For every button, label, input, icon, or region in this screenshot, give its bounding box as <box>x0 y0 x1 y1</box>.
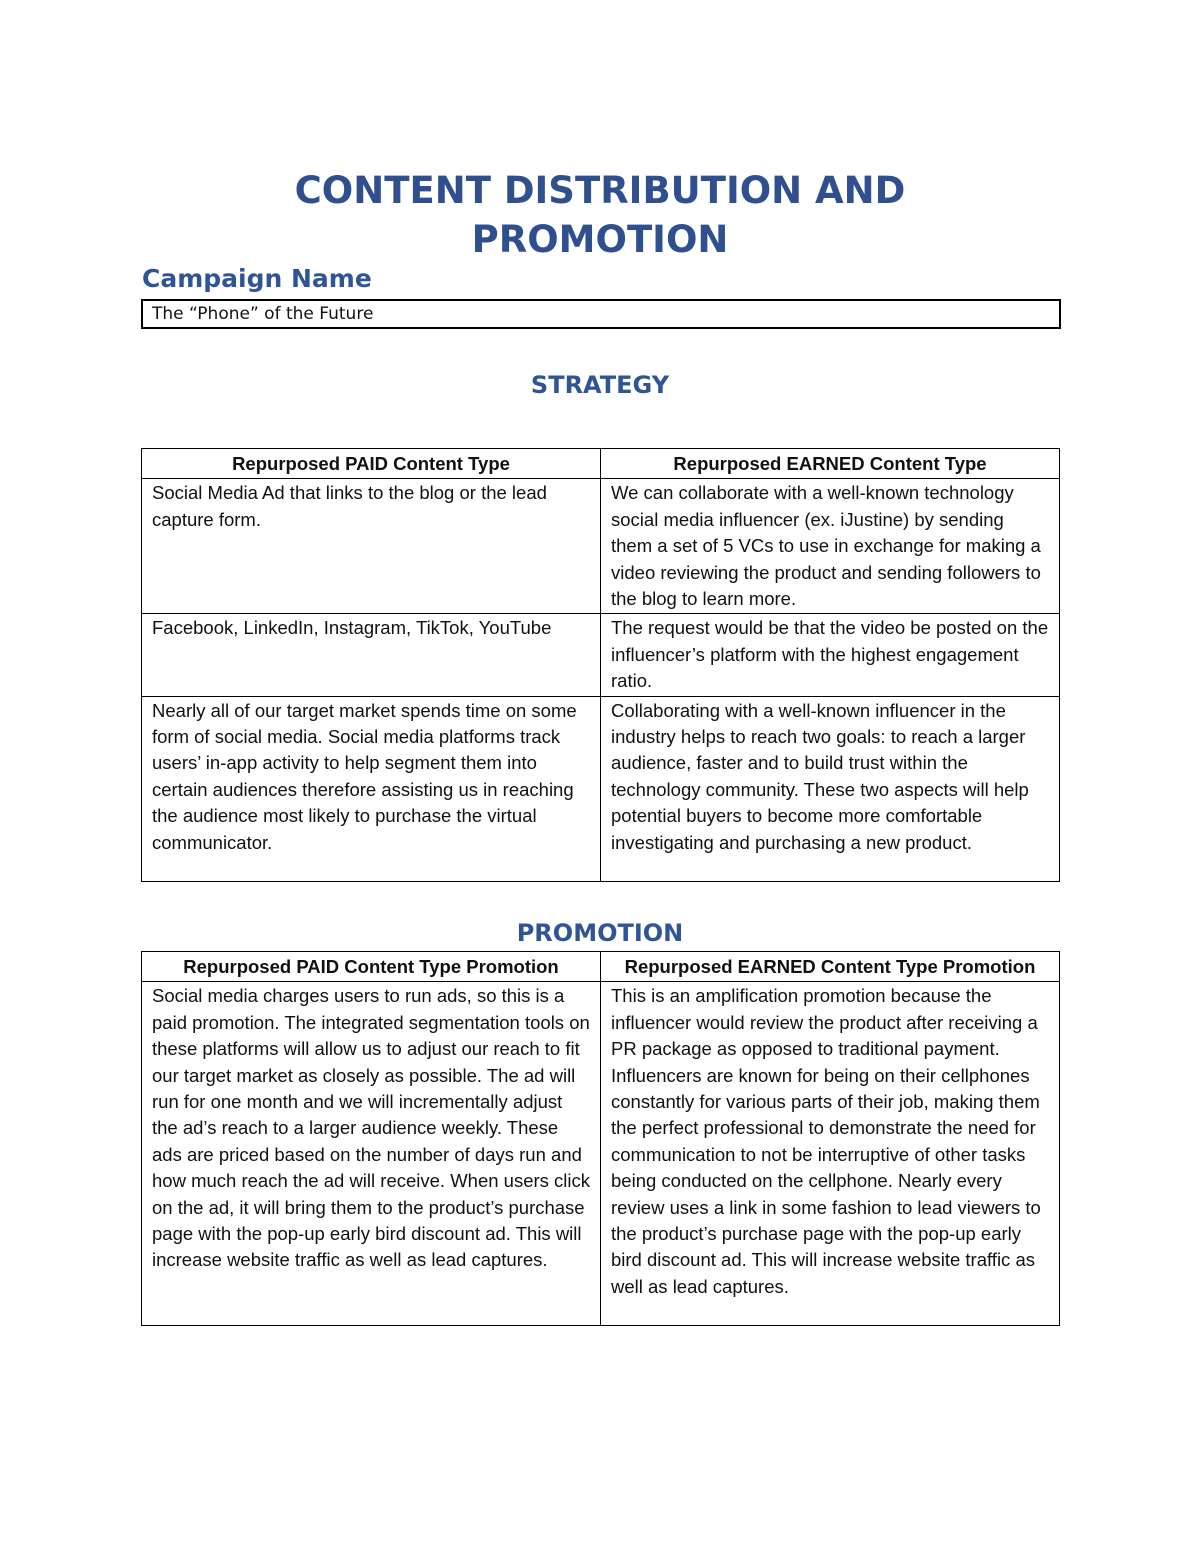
strategy-cell-earned: We can collaborate with a well-known technology social media influencer (ex. iJustine) by sending them a set of 5 VCs to use in exchange for making a video reviewing the product and sending followers to the blog to learn more. <box>601 479 1060 614</box>
strategy-cell-earned: Collaborating with a well-known influencer in the industry helps to reach two goals: to reach a larger audience, faster and to build trust within the technology community. These two aspects will help potential buyers to become more comfortable investigating and purchasing a new product. <box>601 696 1060 881</box>
page-title-line-1: CONTENT DISTRIBUTION AND <box>294 169 906 212</box>
strategy-table <box>141 448 1060 882</box>
strategy-cell-paid: Facebook, LinkedIn, Instagram, TikTok, YouTube <box>142 614 601 696</box>
promotion-cell-earned: This is an amplification promotion because the influencer would review the product after receiving a PR package as opposed to traditional payment. Influencers are known for being on their cellphones constantly for various parts of their job, making them the perfect professional to demonstrate the need for communication to not be interruptive of other tasks being conducted on the cellphone. Nearly every review uses a link in some fashion to lead viewers to the product’s purchase page with the pop-up early bird discount ad. This will increase website traffic as well as lead captures. <box>601 982 1060 1326</box>
strategy-cell-paid: Social Media Ad that links to the blog or the lead capture form. <box>142 479 601 614</box>
strategy-cell-earned: The request would be that the video be posted on the influencer’s platform with the highest engagement ratio. <box>601 614 1060 696</box>
promotion-header-row <box>142 952 1060 982</box>
campaign-name-field: The “Phone” of the Future <box>141 299 1061 329</box>
strategy-header-paid: Repurposed PAID Content Type <box>142 449 601 479</box>
table-row <box>142 982 1060 1326</box>
strategy-header-earned: Repurposed EARNED Content Type <box>601 449 1060 479</box>
strategy-heading: STRATEGY <box>530 371 670 399</box>
table-row <box>142 479 1060 614</box>
promotion-header-paid: Repurposed PAID Content Type Promotion <box>142 952 601 982</box>
promotion-heading: PROMOTION <box>516 919 684 947</box>
promotion-header-earned: Repurposed EARNED Content Type Promotion <box>601 952 1060 982</box>
promotion-cell-paid: Social media charges users to run ads, so this is a paid promotion. The integrated segmentation tools on these platforms will allow us to adjust our reach to fit our target market as closely as possible. The ad will run for one month and we will incrementally adjust the ad’s reach to a larger audience weekly. These ads are priced based on the number of days run and how much reach the ad will receive. When users click on the ad, it will bring them to the product’s purchase page with the pop-up early bird discount ad. This will increase website traffic as well as lead captures. <box>142 982 601 1326</box>
page-title <box>0 166 1200 264</box>
strategy-cell-paid: Nearly all of our target market spends time on some form of social media. Social media platforms track users’ in-app activity to help segment them into certain audiences therefore assisting us in reaching the audience most likely to purchase the virtual communicator. <box>142 696 601 881</box>
page-title-line-2: PROMOTION <box>471 218 729 261</box>
table-row <box>142 614 1060 696</box>
strategy-header-row <box>142 449 1060 479</box>
table-row <box>142 696 1060 881</box>
promotion-table <box>141 951 1060 1326</box>
campaign-name-heading: Campaign Name <box>142 264 372 293</box>
